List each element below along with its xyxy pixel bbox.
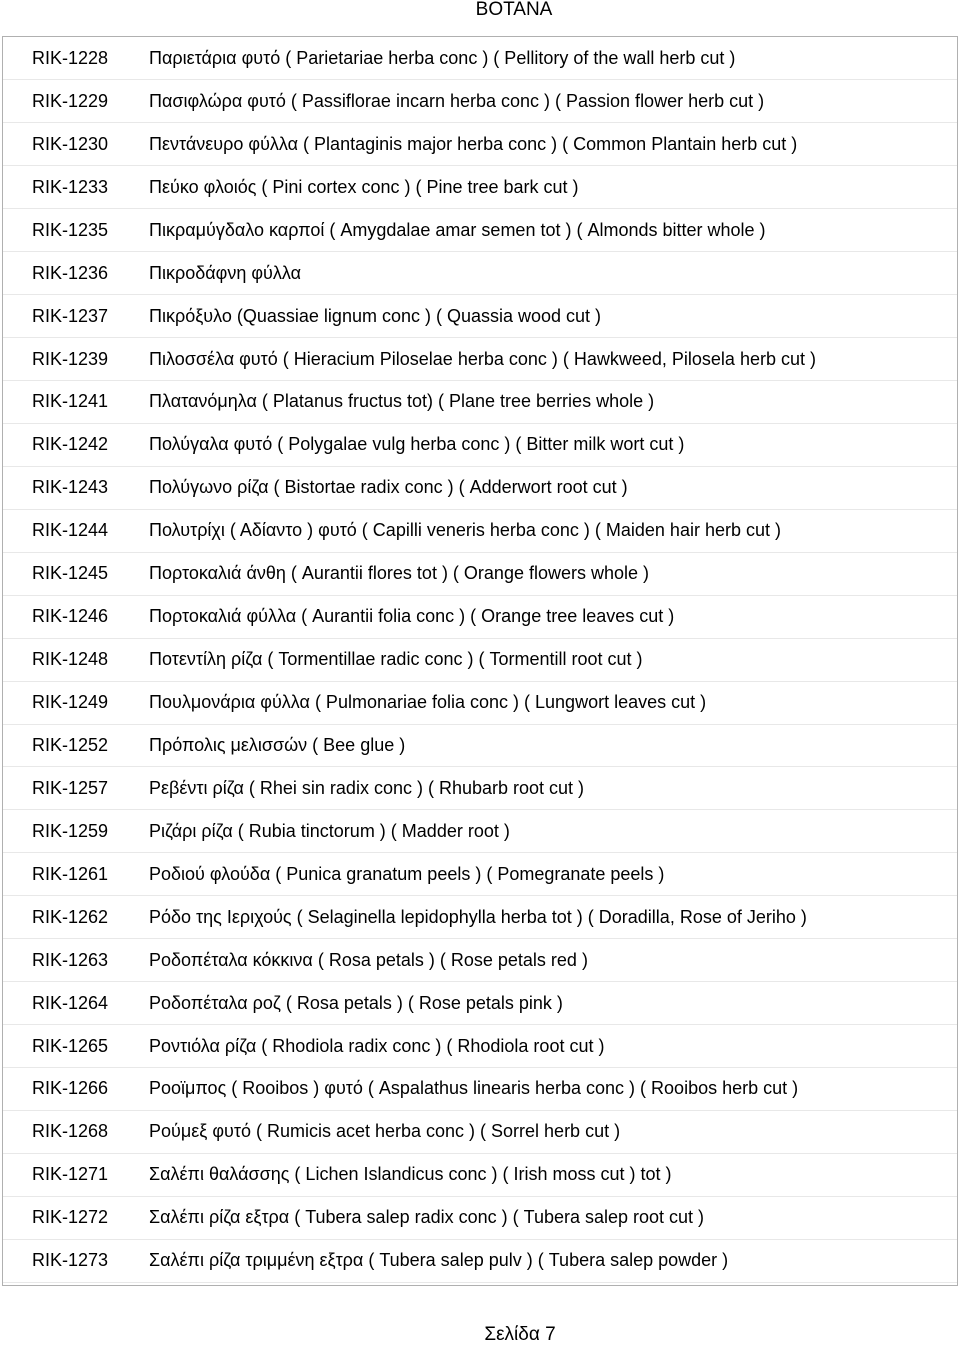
table-row: [3, 123, 957, 166]
table-row: [3, 381, 957, 424]
product-description: Πολυτρίχι ( Αδίαντο ) φυτό ( Capilli veneris herba conc ) ( Maiden hair herb cut ): [149, 509, 957, 552]
table-row: [3, 724, 957, 767]
table-row: [3, 80, 957, 123]
page-number: Σελίδα 7: [484, 1324, 556, 1345]
table-row: [3, 552, 957, 595]
product-description: Ροντιόλα ρίζα ( Rhodiola radix conc ) ( Rhodiola root cut ): [149, 1025, 957, 1068]
catalog-table-body: [3, 37, 957, 1282]
product-code: RIK-1242: [3, 423, 149, 466]
table-row: [3, 252, 957, 295]
table-row: [3, 638, 957, 681]
table-row: [3, 896, 957, 939]
product-description: Πορτοκαλιά άνθη ( Aurantii flores tot ) ( Orange flowers whole ): [149, 552, 957, 595]
product-description: Πασιφλώρα φυτό ( Passiflorae incarn herba conc ) ( Passion flower herb cut ): [149, 80, 957, 123]
page-header: [0, 0, 960, 22]
table-row: [3, 423, 957, 466]
product-description: Πικρόξυλο (Quassiae lignum conc ) ( Quassia wood cut ): [149, 295, 957, 338]
product-description: Ροοϊμπος ( Rooibos ) φυτό ( Aspalathus linearis herba conc ) ( Rooibos herb cut ): [149, 1068, 957, 1111]
product-description: Ροδοπέταλα κόκκινα ( Rosa petals ) ( Rose petals red ): [149, 939, 957, 982]
table-row: [3, 767, 957, 810]
product-code: RIK-1257: [3, 767, 149, 810]
product-code: RIK-1230: [3, 123, 149, 166]
product-code: RIK-1271: [3, 1153, 149, 1196]
product-description: Σαλέπι ρίζα τριμμένη εξτρα ( Tubera salep pulv ) ( Tubera salep powder ): [149, 1239, 957, 1282]
table-row: [3, 166, 957, 209]
table-row: [3, 1239, 957, 1282]
product-code: RIK-1261: [3, 853, 149, 896]
product-description: Πεύκο φλοιός ( Pini cortex conc ) ( Pine tree bark cut ): [149, 166, 957, 209]
product-description: Πορτοκαλιά φύλλα ( Aurantii folia conc ) ( Orange tree leaves cut ): [149, 595, 957, 638]
product-code: RIK-1246: [3, 595, 149, 638]
catalog-table-frame: [2, 36, 958, 1286]
product-description: Πικροδάφνη φύλλα: [149, 252, 957, 295]
product-code: RIK-1268: [3, 1110, 149, 1153]
table-row: [3, 209, 957, 252]
product-description: Σαλέπι θαλάσσης ( Lichen Islandicus conc ) ( Irish moss cut ) tot ): [149, 1153, 957, 1196]
table-row: [3, 295, 957, 338]
page-title: ΒΟΤΑΝΑ: [475, 0, 553, 20]
product-code: RIK-1244: [3, 509, 149, 552]
product-description: Πρόπολις μελισσών ( Bee glue ): [149, 724, 957, 767]
product-description: Ρούμεξ φυτό ( Rumicis acet herba conc ) ( Sorrel herb cut ): [149, 1110, 957, 1153]
table-row: [3, 1196, 957, 1239]
product-code: RIK-1262: [3, 896, 149, 939]
product-description: Ροδοπέταλα ροζ ( Rosa petals ) ( Rose petals pink ): [149, 982, 957, 1025]
product-code: RIK-1265: [3, 1025, 149, 1068]
product-code: RIK-1249: [3, 681, 149, 724]
product-code: RIK-1266: [3, 1068, 149, 1111]
table-row: [3, 853, 957, 896]
product-description: Ροδιού φλούδα ( Punica granatum peels ) ( Pomegranate peels ): [149, 853, 957, 896]
product-description: Πολύγωνο ρίζα ( Bistortae radix conc ) ( Adderwort root cut ): [149, 466, 957, 509]
product-code: RIK-1245: [3, 552, 149, 595]
table-row: [3, 1153, 957, 1196]
table-row: [3, 810, 957, 853]
product-code: RIK-1235: [3, 209, 149, 252]
product-code: RIK-1237: [3, 295, 149, 338]
table-row: [3, 338, 957, 381]
product-description: Πολύγαλα φυτό ( Polygalae vulg herba conc ) ( Bitter milk wort cut ): [149, 423, 957, 466]
catalog-table: [3, 37, 957, 1283]
product-description: Πικραμύγδαλο καρποί ( Amygdalae amar semen tot ) ( Almonds bitter whole ): [149, 209, 957, 252]
product-code: RIK-1228: [3, 37, 149, 80]
product-description: Ρόδο της Ιεριχούς ( Selaginella lepidophylla herba tot ) ( Doradilla, Rose of Jeriho ): [149, 896, 957, 939]
table-row: [3, 939, 957, 982]
product-code: RIK-1236: [3, 252, 149, 295]
product-description: Πλατανόμηλα ( Platanus fructus tot) ( Plane tree berries whole ): [149, 381, 957, 424]
product-description: Πιλοσσέλα φυτό ( Hieracium Piloselae herba conc ) ( Hawkweed, Pilosela herb cut ): [149, 338, 957, 381]
product-code: RIK-1243: [3, 466, 149, 509]
page-footer: [0, 1325, 960, 1345]
product-code: RIK-1241: [3, 381, 149, 424]
product-description: Ρεβέντι ρίζα ( Rhei sin radix conc ) ( Rhubarb root cut ): [149, 767, 957, 810]
table-row: [3, 1110, 957, 1153]
product-description: Πουλμονάρια φύλλα ( Pulmonariae folia conc ) ( Lungwort leaves cut ): [149, 681, 957, 724]
table-row: [3, 466, 957, 509]
table-row: [3, 681, 957, 724]
table-row: [3, 982, 957, 1025]
product-description: Ριζάρι ρίζα ( Rubia tinctorum ) ( Madder root ): [149, 810, 957, 853]
product-description: Πεντάνευρο φύλλα ( Plantaginis major herba conc ) ( Common Plantain herb cut ): [149, 123, 957, 166]
product-code: RIK-1248: [3, 638, 149, 681]
product-code: RIK-1259: [3, 810, 149, 853]
product-code: RIK-1239: [3, 338, 149, 381]
table-row: [3, 1068, 957, 1111]
product-code: RIK-1229: [3, 80, 149, 123]
product-code: RIK-1272: [3, 1196, 149, 1239]
table-row: [3, 595, 957, 638]
table-row: [3, 1025, 957, 1068]
product-code: RIK-1264: [3, 982, 149, 1025]
product-code: RIK-1233: [3, 166, 149, 209]
product-code: RIK-1273: [3, 1239, 149, 1282]
product-code: RIK-1263: [3, 939, 149, 982]
product-description: Σαλέπι ρίζα εξτρα ( Tubera salep radix conc ) ( Tubera salep root cut ): [149, 1196, 957, 1239]
product-code: RIK-1252: [3, 724, 149, 767]
table-row: [3, 37, 957, 80]
product-description: Παριετάρια φυτό ( Parietariae herba conc ) ( Pellitory of the wall herb cut ): [149, 37, 957, 80]
product-description: Ποτεντίλη ρίζα ( Tormentillae radic conc ) ( Tormentill root cut ): [149, 638, 957, 681]
table-row: [3, 509, 957, 552]
